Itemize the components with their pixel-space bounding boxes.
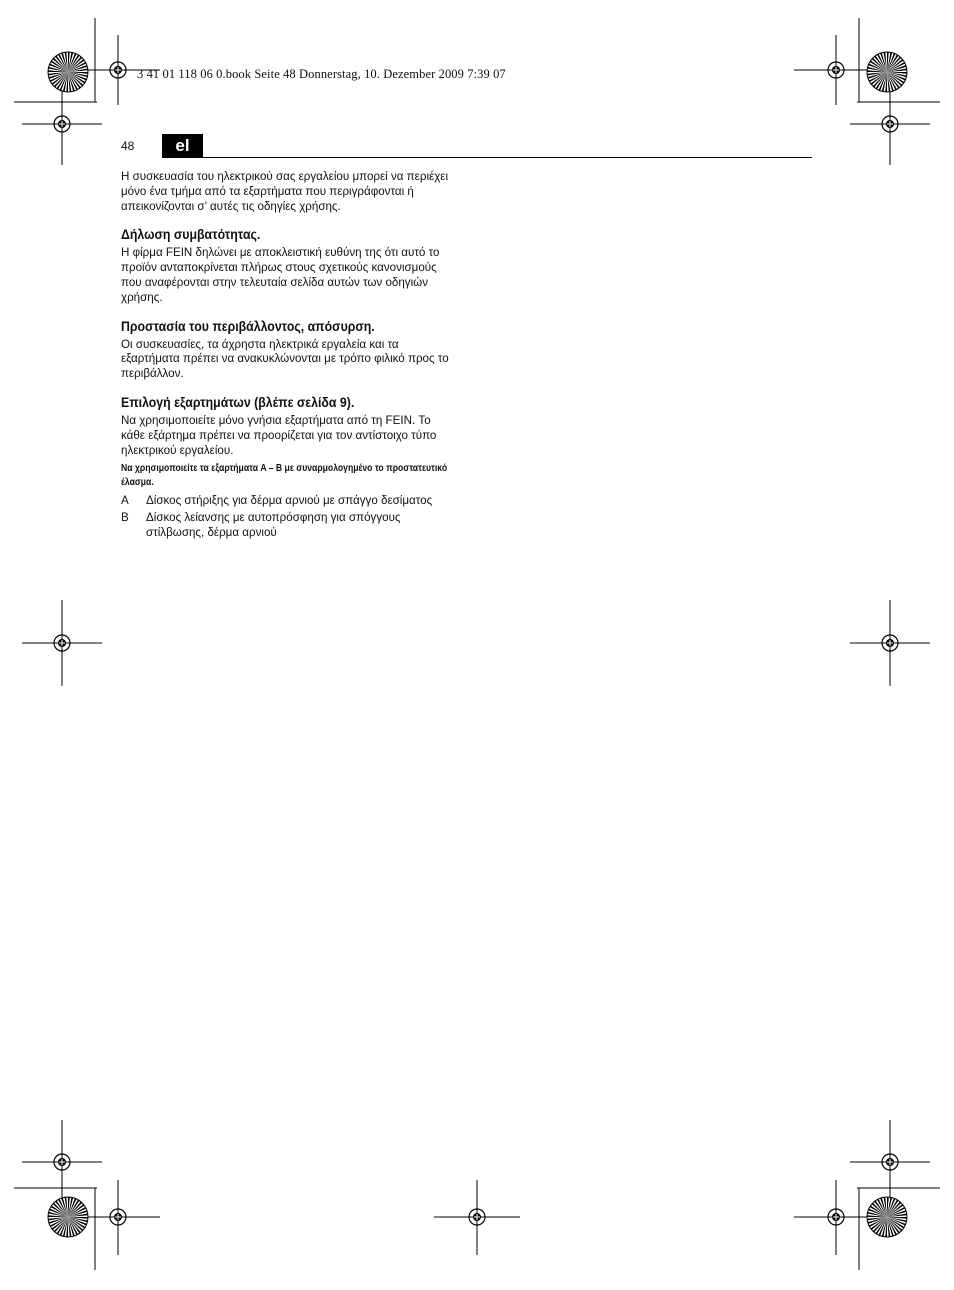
section-heading-conformity: Δήλωση συμβατότητας. [121,226,261,243]
page-number: 48 [121,139,135,153]
section-body-accessories: Να χρησιμοποιείτε μόνο γνήσια εξαρτήματα από τη FEIN. Το κάθε εξάρτημα πρέπει να προορίζεται για τον αντίστοιχο τύπο ηλεκτρικού εργαλείου. [121,413,437,457]
book-info: 3 41 01 118 06 0.book Seite 48 Donnerstag, 10. Dezember 2009 7:39 07 [137,67,506,81]
list-item-text: Δίσκος λείανσης με αυτοπρόσφηση για σπόγγους στίλβωσης, δέρμα αρνιού [146,511,401,539]
main-content [121,170,457,543]
section-body-conformity: Η φίρμα FEIN δηλώνει με αποκλειστική ευθύνη της ότι αυτό το προϊόν ανταποκρίνεται πλήρως στους σχετικούς κανονισμούς που αναφέρονται στην τελευταία σελίδα αυτών των οδηγιών χρήσης. [121,246,440,304]
section-body-environment: Οι συσκευασίες, τα άχρηστα ηλεκτρικά εργαλεία και τα εξαρτήματα πρέπει να ανακυκλώνονται με τρόπο φιλικό προς το περιβάλλον. [121,337,449,381]
list-item-text: Δίσκος στήριξης για δέρμα αρνιού με σπάγγο δεσίματος [146,494,433,508]
section-heading-environment: Προστασία του περιβάλλοντος, απόσυρση. [121,317,375,334]
list-item [121,494,457,509]
list-item-key: B [121,511,129,525]
section-heading-accessories: Επιλογή εξαρτημάτων (βλέπε σελίδα 9). [121,393,355,410]
intro-paragraph: Η συσκευασία του ηλεκτρικού σας εργαλείου μπορεί να περιέχει μόνο ένα τμήμα από τα εξαρτήματα που περιγράφονται ή απεικονίζονται σ’ αυτές τις οδηγίες χρήσης. [121,170,449,213]
accessories-note: Να χρησιμοποιείτε τα εξαρτήματα A – B με συναρμολογημένο το προστατευτικό έλασμα. [121,463,448,488]
list-item [121,511,457,541]
header-rule [162,157,812,158]
list-item-key: A [121,494,129,508]
language-tab: el [162,134,203,158]
